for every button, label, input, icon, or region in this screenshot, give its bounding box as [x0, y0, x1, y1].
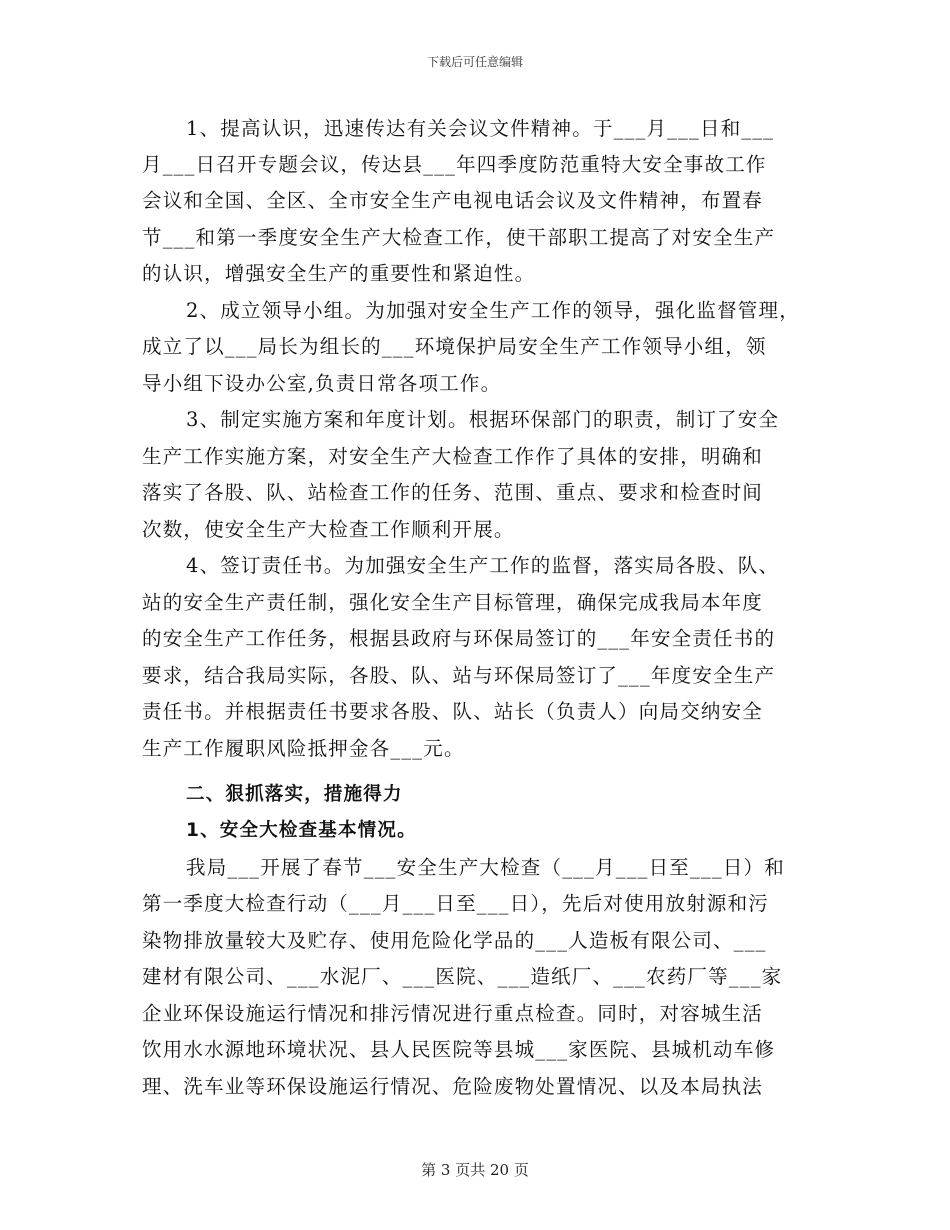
text-line: 4、签订责任书。为加强安全生产工作的监督，落实局各股、队、	[186, 554, 780, 577]
text-line: 落实了各股、队、站检查工作的任务、范围、重点、要求和检查时间	[142, 481, 764, 504]
text-line: 1、提高认识，迅速传达有关会议文件精神。于___月___日和___	[186, 117, 775, 140]
text-line: 会议和全国、全区、全市安全生产电视电话会议及文件精神，布置春	[142, 189, 764, 212]
text-line: 要求，结合我局实际，各股、队、站与环保局签订了___年度安全生产	[142, 664, 776, 687]
text-line: 导小组下设办公室,负责日常各项工作。	[142, 372, 502, 395]
text-line: 染物排放量较大及贮存、使用危险化学品的___人造板有限公司、___	[142, 929, 767, 952]
text-line: 成立了以___局长为组长的___环境保护局安全生产工作领导小组，领	[142, 335, 767, 358]
text-line: 我局___开展了春节___安全生产大检查（___月___日至___日）和	[186, 856, 785, 879]
text-line: 第一季度大检查行动（___月___日至___日），先后对使用放射源和污	[142, 892, 770, 915]
text-line: 2、成立领导小组。为加强对安全生产工作的领导，强化监督管理，	[186, 299, 800, 322]
page-footer: 第 3 页共 20 页	[421, 1161, 529, 1179]
page-header: 下载后可任意编辑	[426, 55, 523, 69]
text-line: 站的安全生产责任制，强化安全生产目标管理，确保完成我局本年度	[142, 591, 764, 614]
text-line: 3、制定实施方案和年度计划。根据环保部门的职责，制订了安全	[186, 408, 780, 431]
text-line: 次数，使安全生产大检查工作顺利开展。	[142, 518, 515, 541]
subsection-heading: 1、安全大检查基本情况。	[186, 820, 417, 841]
text-line: 企业环保设施运行情况和排污情况进行重点检查。同时，对容城生活	[142, 1002, 764, 1025]
section-heading: 二、狠抓落实，措施得力	[186, 784, 403, 805]
text-line: 理、洗车业等环保设施运行情况、危险废物处置情况、以及本局执法	[142, 1075, 764, 1098]
text-line: 的安全生产工作任务，根据县政府与环保局签订的___年安全责任书的	[142, 627, 776, 650]
text-line: 建材有限公司、___水泥厂、___医院、___造纸厂、___农药厂等___家	[142, 965, 783, 988]
text-line: 责任书。并根据责任书要求各股、队、站长（负责人）向局交纳安全	[142, 700, 764, 723]
text-line: 生产工作履职风险抵押金各___元。	[142, 737, 465, 760]
text-line: 饮用水水源地环境状况、县人民医院等县城___家医院、县城机动车修	[142, 1038, 776, 1061]
text-line: 节___和第一季度安全生产大检查工作，使干部职工提高了对安全生产	[142, 226, 776, 249]
text-line: 月___日召开专题会议，传达县___年四季度防范重特大安全事故工作	[142, 153, 767, 176]
text-line: 的认识，增强安全生产的重要性和紧迫性。	[142, 262, 536, 285]
text-line: 生产工作实施方案，对安全生产大检查工作作了具体的安排，明确和	[142, 445, 764, 468]
